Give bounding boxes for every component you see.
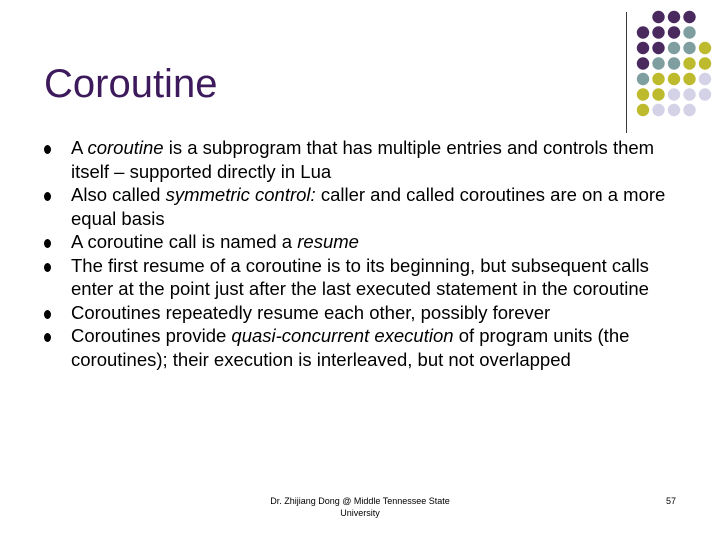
decorative-dot <box>637 42 649 54</box>
bullet-list <box>44 136 684 371</box>
decorative-dot <box>683 104 695 116</box>
bullet-item <box>44 324 684 371</box>
decorative-dot <box>652 88 664 100</box>
decorative-dot <box>699 73 711 85</box>
decorative-dot <box>699 57 711 69</box>
decorative-dot <box>652 73 664 85</box>
bullet-text: caller and called coroutines are on a more equal basis <box>71 184 666 229</box>
decorative-dot <box>637 57 649 69</box>
slide-title: Coroutine <box>44 62 218 106</box>
decorative-dot <box>652 11 664 23</box>
decorative-dot <box>637 104 649 116</box>
bullet-emphasis-text: coroutine <box>87 137 164 158</box>
decorative-dot <box>652 42 664 54</box>
decorative-dot <box>668 88 680 100</box>
decorative-dot <box>668 57 680 69</box>
bullet-item <box>44 136 684 183</box>
bullet-text: A coroutine call is named a <box>71 231 298 252</box>
title-divider-line <box>626 12 627 133</box>
decorative-dot-grid <box>636 10 716 120</box>
footer-credit-line-2: University <box>340 508 380 518</box>
bullet-dot-icon <box>44 239 51 248</box>
bullet-text: A <box>71 137 88 158</box>
bullet-text: Coroutines repeatedly resume each other, possibly forever <box>71 301 551 323</box>
decorative-dot <box>699 88 711 100</box>
decorative-dot <box>668 26 680 38</box>
decorative-dot <box>637 88 649 100</box>
bullet-text: Also called <box>71 184 166 205</box>
bullet-dot-icon <box>44 333 51 342</box>
decorative-dot <box>683 11 695 23</box>
bullet-emphasis-text: resume <box>297 231 359 252</box>
bullet-text: is a subprogram that has multiple entries and controls them itself – supported directly in Lua <box>71 137 655 182</box>
bullet-dot-icon <box>44 263 51 272</box>
decorative-dot <box>637 26 649 38</box>
bullet-text: Coroutines provide <box>71 325 232 346</box>
decorative-dot <box>683 73 695 85</box>
bullet-emphasis-text: symmetric control: <box>165 184 316 205</box>
decorative-dot <box>637 73 649 85</box>
page-number: 57 <box>665 496 676 506</box>
decorative-dot <box>683 88 695 100</box>
decorative-dot <box>699 42 711 54</box>
decorative-dot <box>683 57 695 69</box>
decorative-dot <box>652 26 664 38</box>
bullet-item <box>44 230 684 254</box>
bullet-item <box>44 301 684 325</box>
bullet-text: The first resume of a coroutine is to its beginning, but subsequent calls enter at the point just after the last executed statement in the coroutine <box>71 254 649 299</box>
decorative-dot <box>652 57 664 69</box>
bullet-item <box>44 183 684 230</box>
decorative-dot <box>683 42 695 54</box>
bullet-dot-icon <box>44 310 51 319</box>
bullet-emphasis-text: quasi-concurrent execution <box>231 325 454 346</box>
decorative-dot <box>652 104 664 116</box>
footer-credit <box>250 495 470 519</box>
footer-credit-line-1: Dr. Zhijiang Dong @ Middle Tennessee State <box>270 496 450 506</box>
bullet-item <box>44 254 684 301</box>
decorative-dot <box>668 42 680 54</box>
decorative-dot <box>668 11 680 23</box>
decorative-dot <box>683 26 695 38</box>
bullet-dot-icon <box>44 145 51 154</box>
decorative-dot <box>668 104 680 116</box>
bullet-dot-icon <box>44 192 51 201</box>
bullet-text: of program units (the coroutines); their execution is interleaved, but not overlapped <box>71 325 630 370</box>
decorative-dot <box>668 73 680 85</box>
